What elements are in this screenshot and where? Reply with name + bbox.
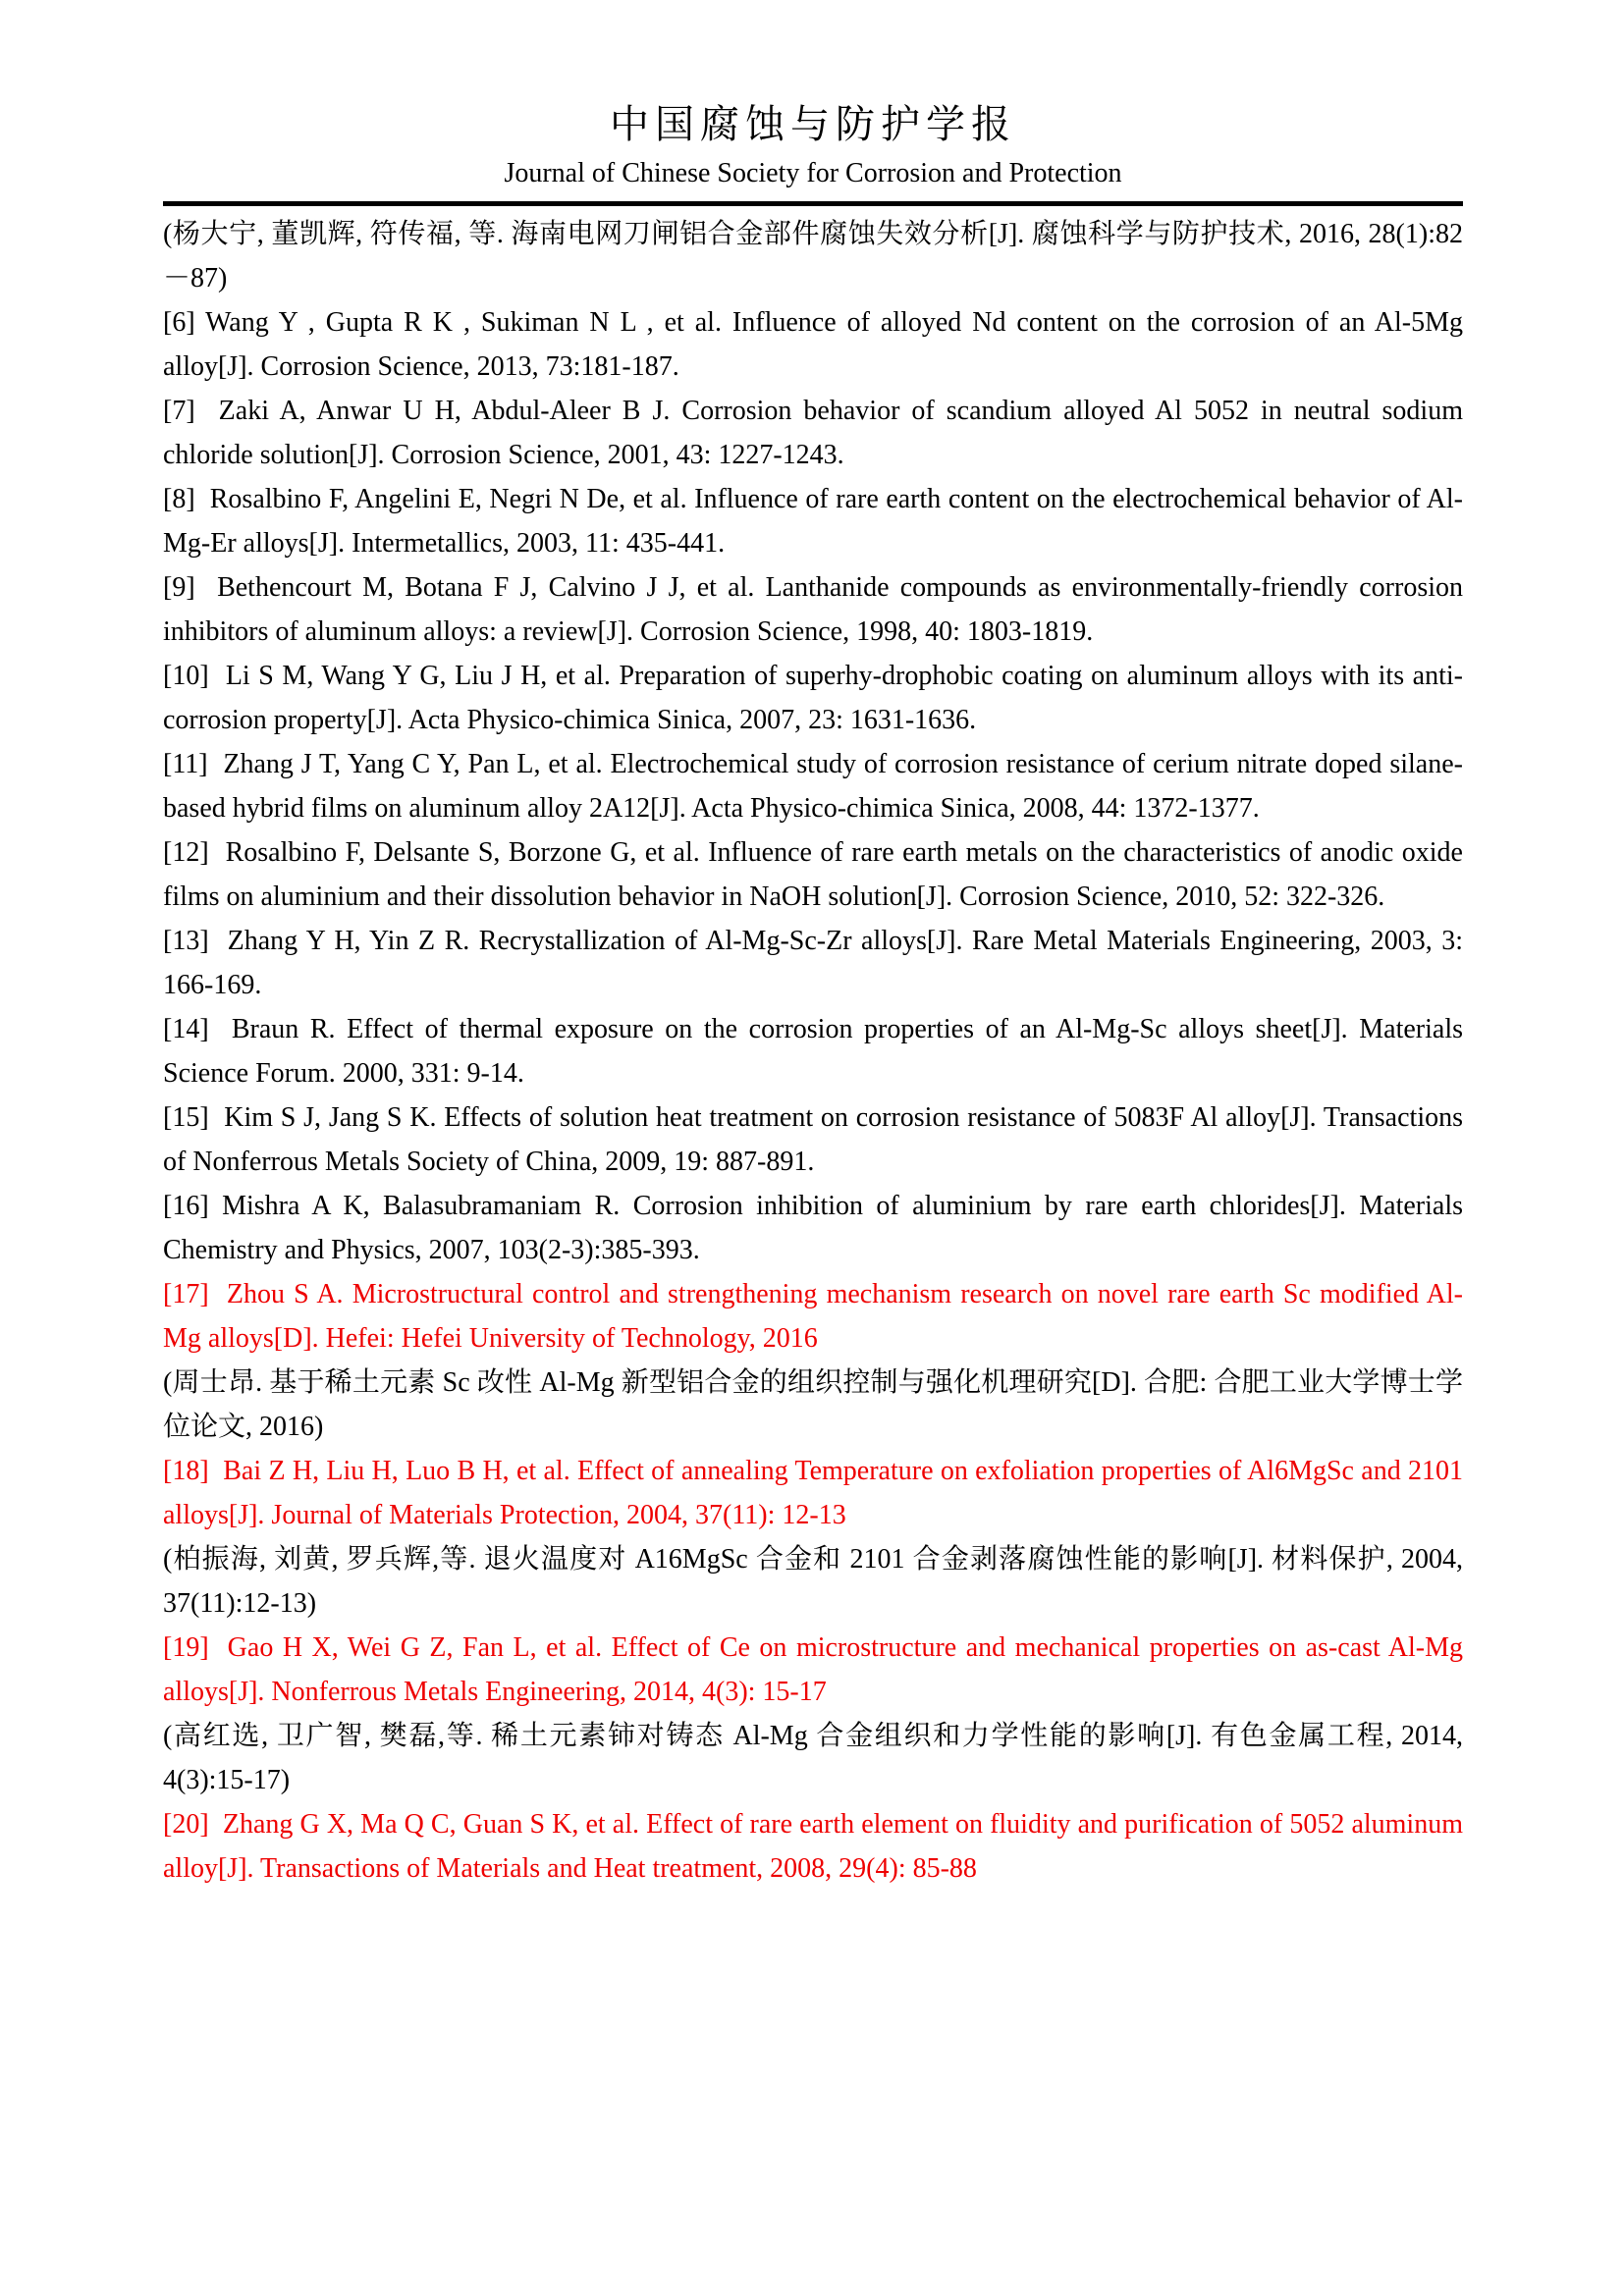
reference-item: [7] Zaki A, Anwar U H, Abdul-Aleer B J. Corrosion behavior of scandium alloyed Al 5052 in neutral sodium chloride solution[J]. Corrosion Science, 2001, 43: 1227-1243. <box>163 396 1470 470</box>
references-list <box>163 212 1470 1891</box>
reference-item: [16] Mishra A K, Balasubramaniam R. Corrosion inhibition of aluminium by rare earth chlorides[J]. Materials Chemistry and Physics, 2007, 103(2-3):385-393. <box>163 1191 1470 1265</box>
reference-item: [20] Zhang G X, Ma Q C, Guan S K, et al. Effect of rare earth element on fluidity and purification of 5052 aluminum alloy[J]. Transactions of Materials and Heat treatment, 2008, 29(4): 85-88 <box>163 1809 1470 1884</box>
reference-item: [6] Wang Y , Gupta R K , Sukiman N L , et al. Influence of alloyed Nd content on the corrosion of an Al-5Mg alloy[J]. Corrosion Science, 2013, 73:181-187. <box>163 307 1470 382</box>
reference-item: (高红选, 卫广智, 樊磊,等. 稀土元素铈对铸态 Al-Mg 合金组织和力学性能的影响[J]. 有色金属工程, 2014, 4(3):15-17) <box>163 1721 1470 1795</box>
reference-item: [9] Bethencourt M, Botana F J, Calvino J J, et al. Lanthanide compounds as environmentally-friendly corrosion inhibitors of aluminum alloys: a review[J]. Corrosion Science, 1998, 40: 1803-1819. <box>163 572 1470 647</box>
reference-item: [17] Zhou S A. Microstructural control and strengthening mechanism research on novel rare earth Sc modified Al-Mg alloys[D]. Hefei: Hefei University of Technology, 2016 <box>163 1279 1463 1354</box>
reference-item: [13] Zhang Y H, Yin Z R. Recrystallization of Al-Mg-Sc-Zr alloys[J]. Rare Metal Materials Engineering, 2003, 3: 166-169. <box>163 926 1470 1000</box>
reference-item: [10] Li S M, Wang Y G, Liu J H, et al. Preparation of superhy-drophobic coating on aluminum alloys with its anti-corrosion property[J]. Acta Physico-chimica Sinica, 2007, 23: 1631-1636. <box>163 661 1463 735</box>
journal-header <box>163 102 1463 190</box>
reference-item: [11] Zhang J T, Yang C Y, Pan L, et al. Electrochemical study of corrosion resistance of cerium nitrate doped silane-based hybrid films on aluminum alloy 2A12[J]. Acta Physico-chimica Sinica, 2008, 44: 1372-1377. <box>163 749 1463 824</box>
reference-item: [15] Kim S J, Jang S K. Effects of solution heat treatment on corrosion resistance of 5083F Al alloy[J]. Transactions of Nonferrous Metals Society of China, 2009, 19: 887-891. <box>163 1102 1470 1177</box>
reference-item: [8] Rosalbino F, Angelini E, Negri N De, et al. Influence of rare earth content on the electrochemical behavior of Al-Mg-Er alloys[J]. Intermetallics, 2003, 11: 435-441. <box>163 484 1463 559</box>
reference-item: [18] Bai Z H, Liu H, Luo B H, et al. Effect of annealing Temperature on exfoliation properties of Al6MgSc and 2101 alloys[J]. Journal of Materials Protection, 2004, 37(11): 12-13 <box>163 1456 1470 1530</box>
header-divider <box>163 201 1463 206</box>
journal-title-english: Journal of Chinese Society for Corrosion and Protection <box>504 158 1122 188</box>
reference-item: (柏振海, 刘黄, 罗兵辉,等. 退火温度对 A16MgSc 合金和 2101 合金剥落腐蚀性能的影响[J]. 材料保护, 2004, 37(11):12-13) <box>163 1544 1470 1619</box>
reference-item: (杨大宁, 董凯辉, 符传福, 等. 海南电网刀闸铝合金部件腐蚀失效分析[J]. 腐蚀科学与防护技术, 2016, 28(1):82－87) <box>163 219 1463 294</box>
reference-item: [14] Braun R. Effect of thermal exposure on the corrosion properties of an Al-Mg-Sc alloys sheet[J]. Materials Science Forum. 2000, 331: 9-14. <box>163 1014 1470 1089</box>
reference-item: [12] Rosalbino F, Delsante S, Borzone G, et al. Influence of rare earth metals on the characteristics of anodic oxide films on aluminium and their dissolution behavior in NaOH solution[J]. Corrosion Science, 2010, 52: 322-326. <box>163 837 1470 912</box>
reference-item: [19] Gao H X, Wei G Z, Fan L, et al. Effect of Ce on microstructure and mechanical properties on as-cast Al-Mg alloys[J]. Nonferrous Metals Engineering, 2014, 4(3): 15-17 <box>163 1632 1470 1707</box>
journal-title-chinese: 中国腐蚀与防护学报 <box>610 102 1016 146</box>
reference-item: (周士昂. 基于稀土元素 Sc 改性 Al-Mg 新型铝合金的组织控制与强化机理研究[D]. 合肥: 合肥工业大学博士学位论文, 2016) <box>163 1367 1463 1442</box>
